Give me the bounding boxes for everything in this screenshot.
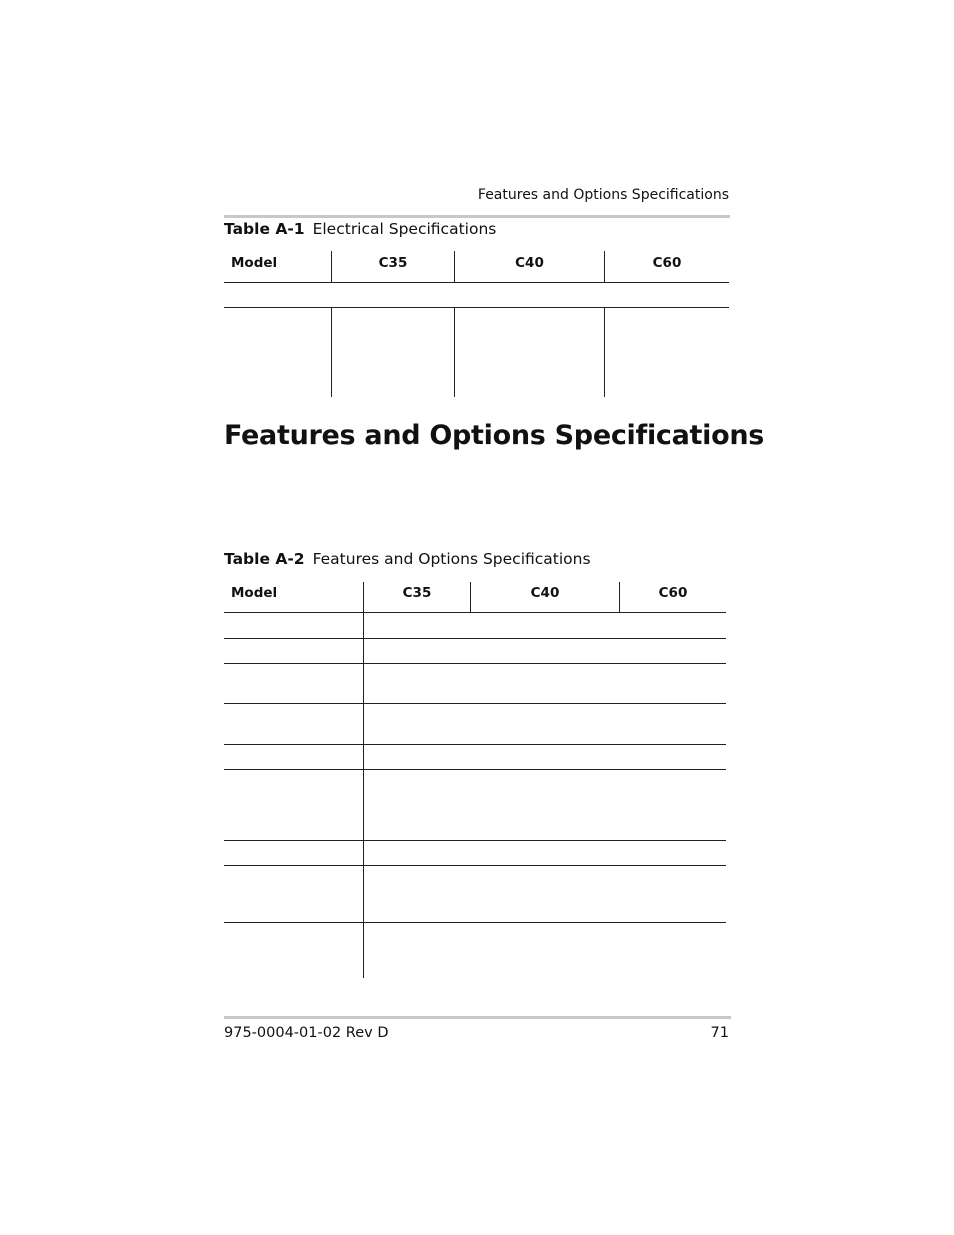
table2-caption [224, 550, 591, 568]
table2-label: Table A-2 [224, 550, 305, 568]
table2-divider [619, 582, 620, 612]
table2-divider [470, 582, 471, 612]
table1-header-rule [224, 282, 729, 283]
table2-header-rule [224, 612, 726, 613]
table1-header-c40: C40 [515, 255, 544, 271]
table1-header-c35: C35 [378, 255, 408, 271]
table1-row-rule [224, 307, 729, 308]
table1-divider [604, 307, 605, 397]
table1-divider [331, 307, 332, 397]
table2-row-rule [224, 840, 726, 841]
header-rule [224, 215, 730, 218]
running-header: Features and Options Specifications [477, 187, 729, 203]
table1-header-model: Model [231, 255, 278, 271]
table2-row-rule [224, 769, 726, 770]
table2-header-c40: C40 [530, 585, 560, 601]
table2-row-rule [224, 922, 726, 923]
footer-doc-number: 975-0004-01-02 Rev D [224, 1025, 389, 1041]
page-number: 71 [710, 1025, 729, 1041]
table1-divider [604, 251, 605, 282]
table1-header-c60: C60 [652, 255, 682, 271]
table1-divider [454, 251, 455, 282]
table1-label: Table A-1 [224, 220, 305, 238]
table1-divider [331, 251, 332, 282]
table1-title: Electrical Specifications [312, 220, 497, 238]
footer-rule [224, 1016, 731, 1019]
table2-header-model: Model [231, 585, 278, 601]
table2-row-rule [224, 663, 726, 664]
table2-row-rule [224, 703, 726, 704]
table2-divider [363, 582, 364, 978]
table2-row-rule [224, 865, 726, 866]
table2-title: Features and Options Specifications [312, 550, 591, 568]
table1-divider [454, 307, 455, 397]
table2-header-c35: C35 [402, 585, 432, 601]
table2-row-rule [224, 744, 726, 745]
table2-row-rule [224, 638, 726, 639]
table1-caption [224, 220, 496, 238]
table2-header-c60: C60 [658, 585, 688, 601]
section-heading: Features and Options Specifications [224, 420, 765, 451]
